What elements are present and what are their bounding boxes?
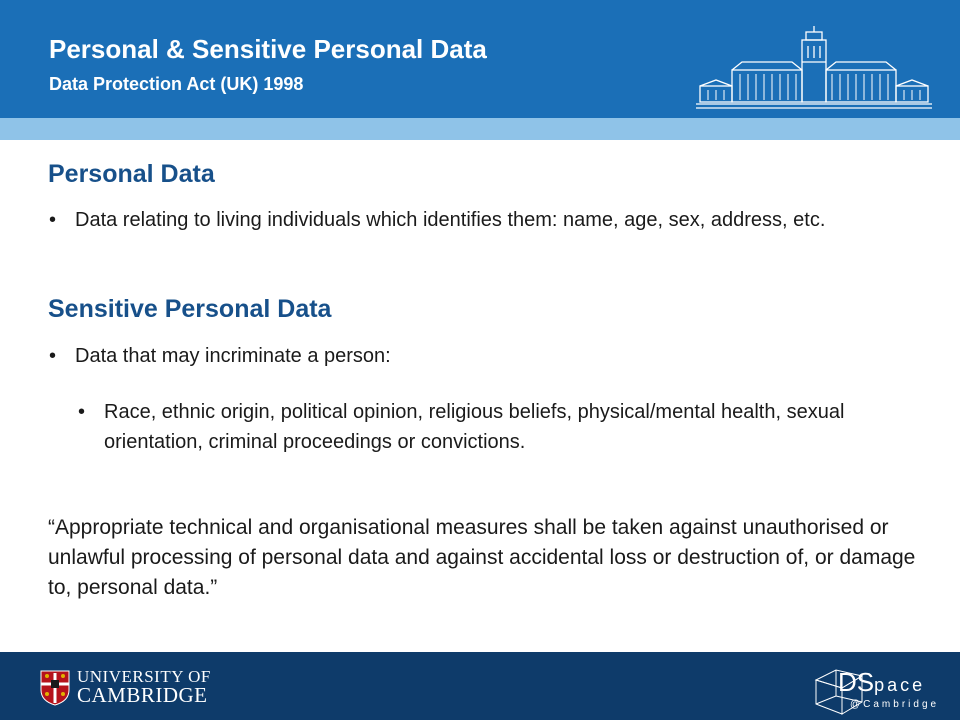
slide-subtitle: Data Protection Act (UK) 1998 bbox=[49, 74, 304, 94]
bullet-personal-data: • Data relating to living individuals which identifies them: name, age, sex, address, etc. bbox=[49, 205, 905, 235]
senate-house-building-icon bbox=[696, 26, 932, 110]
university-line-1: UNIVERSITY OF bbox=[77, 667, 211, 686]
heading-personal-data: Personal Data bbox=[48, 160, 215, 188]
cambridge-crest-icon bbox=[40, 670, 70, 706]
dspace-cambridge-label: @Cambridge bbox=[850, 699, 940, 710]
bullet-sensitive-data: • Data that may incriminate a person: bbox=[49, 341, 905, 371]
dspace-d: D bbox=[838, 667, 857, 697]
dspace-rest: pace bbox=[874, 675, 926, 695]
dspace-s: S bbox=[856, 667, 875, 697]
sub-bullet-sensitive-categories: • Race, ethnic origin, political opinion, religious beliefs, physical/mental health, sexual orientation, criminal proceedings or convictions. bbox=[78, 397, 924, 457]
university-line-2: CAMBRIDGE bbox=[77, 683, 208, 707]
header-strip bbox=[0, 118, 960, 140]
dspace-wordmark bbox=[838, 668, 925, 699]
dpa-quote: “Appropriate technical and organisational measures shall be taken against unauthorised or unlawful processing of personal data and against accidental loss or destruction of, or damage to, personal data.” bbox=[48, 516, 916, 599]
heading-sensitive-personal-data: Sensitive Personal Data bbox=[48, 295, 332, 323]
university-wordmark bbox=[77, 667, 211, 705]
slide-title: Personal & Sensitive Personal Data bbox=[49, 34, 487, 64]
